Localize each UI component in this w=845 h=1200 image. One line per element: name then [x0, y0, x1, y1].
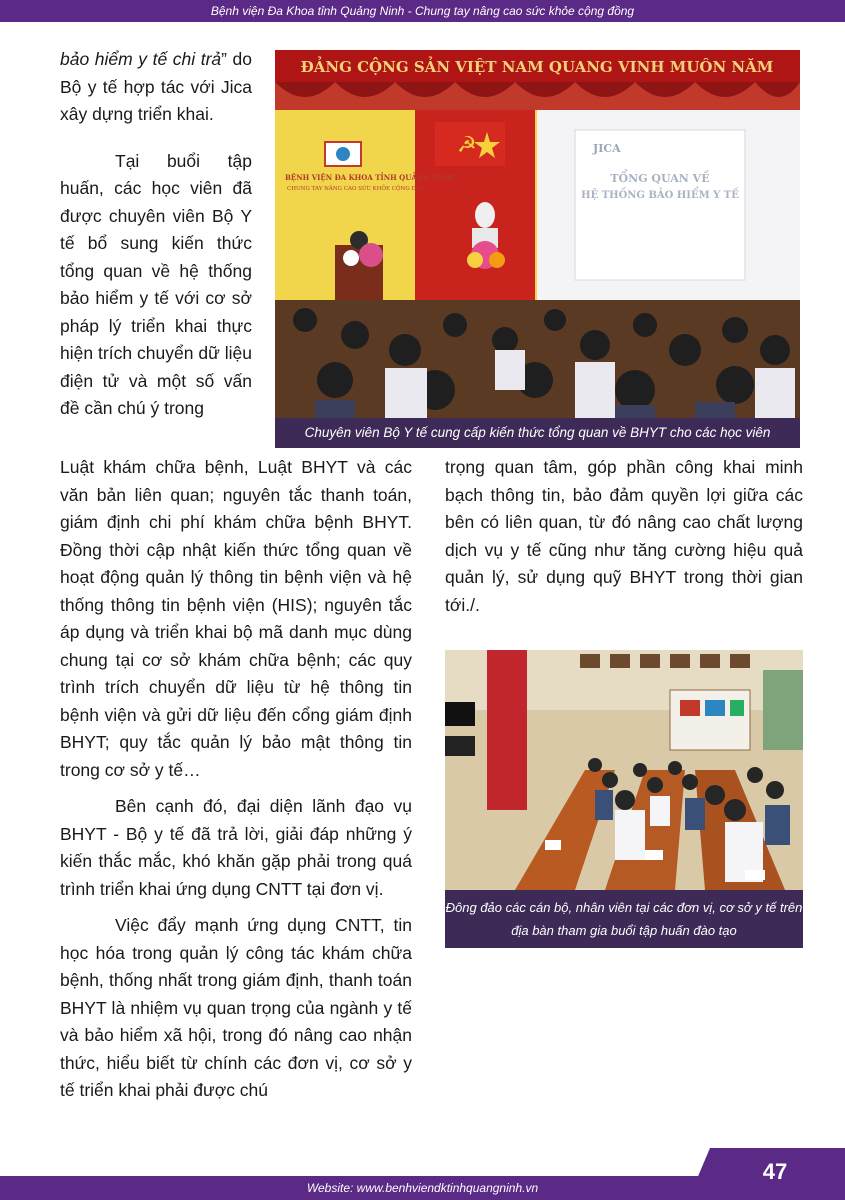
paragraph-2-top: Tại buổi tập huấn, các học viên đã được chuyên viên Bộ Y tế bổ sung kiến thức tổng quan về hệ thống bảo hiểm y tế với cơ sở pháp lý triển khai thực hiện trích chuyển dữ liệu điện tử và một số vấn đề cần chú ý trong: [60, 150, 252, 418]
paragraph-2-bottom: Luật khám chữa bệnh, Luật BHYT và các văn bản liên quan; nguyên tắc thanh toán, giám định chi phí khám chữa bệnh BHYT. Đồng thời cập nhật kiến thức tổng quan về hoạt động quản lý thông tin bệnh viện và hệ thống thông tin bệnh viện (HIS); nguyên tắc áp dụng và triển khai bộ mã danh mục dùng chung tại cơ sở khám chữa bệnh; các quy trình trích chuyển dữ liệu từ hệ thông tin bệnh viện và gửi dữ liệu đến cổng giám định BHYT; quy tắc quản lý bảo mật thông tin trong cơ sở y tế…: [60, 457, 412, 780]
conference-room-photo: [445, 650, 803, 890]
paragraph-1-rest: ” do Bộ y tế hợp tác với Jica xây dựng triển khai.: [60, 49, 253, 124]
conference-room-illustration: [445, 650, 803, 890]
screen-logo-text: JICA: [593, 142, 621, 155]
photo-2-caption: Đông đảo các cán bộ, nhân viên tại các đơn vị, cơ sở y tế trên địa bàn tham gia buổi tập huấn đào tạo: [445, 890, 803, 948]
header-title: Bệnh viện Đa Khoa tỉnh Quảng Ninh - Chung tay nâng cao sức khỏe cộng đồng: [210, 4, 635, 18]
paragraph-4-left: Việc đẩy mạnh ứng dụng CNTT, tin học hóa trong quản lý công tác khám chữa bệnh, thống nhất trong giám định, thanh toán BHYT là nhiệm vụ quan trọng của ngành y tế và bảo hiểm xã hội, trong đó nâng cao nhận thức, hiểu biết từ chính các đơn vị, cơ sở y tế triển khai phải được chú: [60, 915, 412, 1100]
screen-title-2: HỆ THỐNG BẢO HIỂM Y TẾ: [581, 190, 739, 201]
screen-title-1: TỔNG QUAN VỀ: [610, 172, 710, 185]
hospital-slogan-text: CHUNG TAY NÂNG CAO SỨC KHỎE CỘNG ĐỒNG: [287, 186, 430, 192]
hospital-name-text: BỆNH VIỆN ĐA KHOA TỈNH QUẢNG NINH: [285, 173, 455, 182]
right-column: [445, 454, 803, 619]
paragraph-1-italic: bảo hiểm y tế chi trả: [60, 49, 222, 69]
hammer-sickle-glyph: ☭: [457, 133, 477, 158]
paragraph-3: Bên cạnh đó, đại diện lãnh đạo vụ BHYT - Bộ y tế đã trả lời, giải đáp những ý kiến thắc mắc, khó khăn gặp phải trong quá trình triển khai ứng dụng CNTT tại đơn vị.: [60, 796, 412, 899]
left-column-bottom: [60, 454, 412, 1105]
training-hall-photo: [275, 50, 800, 418]
footer-website: Website: www.benhviendktinhquangninh.vn: [306, 1181, 539, 1195]
page-number: 47: [762, 1159, 788, 1184]
banner-text: ĐẢNG CỘNG SẢN VIỆT NAM QUANG VINH MUÔN NĂM: [300, 58, 774, 76]
training-hall-illustration: [275, 50, 800, 418]
paragraph-4-right: trọng quan tâm, góp phần công khai minh bạch thông tin, bảo đảm quyền lợi giữa các bên có liên quan, từ đó nâng cao chất lượng dịch vụ y tế cũng như tăng cường hiệu quả quản lý, sử dụng quỹ BHYT trong thời gian tới./.: [445, 457, 803, 615]
paragraph-1: [60, 46, 252, 129]
photo-1-caption: Chuyên viên Bộ Y tế cung cấp kiến thức tổng quan về BHYT cho các học viên: [275, 418, 800, 448]
left-column-top: [60, 46, 252, 423]
page-header: [0, 0, 845, 22]
